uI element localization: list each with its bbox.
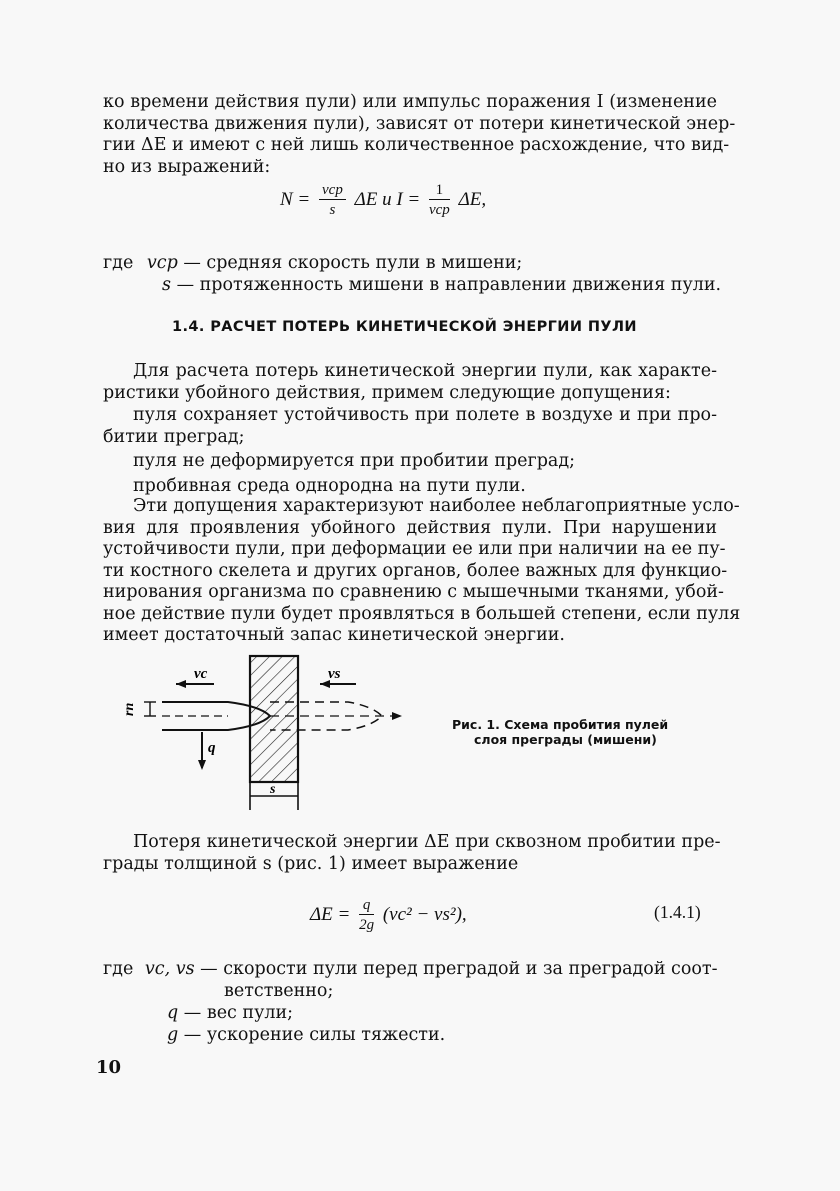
text-line: устойчивости пули, при деформации ее или при наличии на ее пу- [103, 539, 726, 559]
definition-text: — вес пули; [183, 1003, 294, 1023]
page-number: 10 [96, 1057, 122, 1078]
weight-arrowhead [198, 760, 206, 770]
assumption-item: пробивная среда однородна на пути пули. [133, 475, 526, 496]
target-layer [250, 656, 298, 782]
text-line: имеет достаточный запас кинетической энергии. [103, 625, 565, 645]
fraction-denominator: s [329, 202, 336, 218]
label-q: q [208, 740, 216, 756]
figure-bullet-penetration [110, 650, 410, 815]
text-line: но из выражений: [103, 156, 271, 177]
definition-text: — протяженность мишени в направлении движения пули. [176, 275, 722, 295]
definition-text: — ускорение силы тяжести. [183, 1025, 446, 1045]
text-line: грады толщиной s (рис. 1) имеет выражение [103, 853, 519, 874]
formula-rhs: (vc² − vs²), [382, 903, 467, 925]
text-line: количества движения пули), зависят от потери кинетической энер- [103, 113, 736, 134]
text-line: вия для проявления убойного действия пули. При нарушении [103, 517, 717, 538]
where-word: где [103, 959, 134, 979]
text-line: ти костного скелета и других органов, более важных для функцио- [103, 560, 728, 581]
formula-tail: ΔE, [458, 188, 487, 210]
label-radius: rп [122, 702, 137, 716]
assumption-item: битии преград; [103, 426, 245, 447]
symbol: s [162, 275, 171, 295]
symbol: q [167, 1003, 179, 1023]
paragraph-intro [103, 92, 736, 178]
velocity-arrowhead [176, 680, 186, 688]
symbol: vc, vs [144, 959, 195, 979]
label-vs: vs [328, 666, 341, 682]
label-vc: vc [194, 666, 208, 682]
label-s: s [270, 782, 276, 797]
paragraph-conditions [103, 496, 741, 647]
text-line: ное действие пули будет проявляться в большей степени, если пуля [103, 603, 741, 624]
equation-number: (1.4.1) [654, 902, 701, 922]
fraction-denominator: 2g [359, 917, 375, 933]
formula-middle: ΔE и I = [354, 188, 421, 210]
assumption-list [103, 405, 717, 497]
fraction-numerator: 1 [429, 181, 450, 200]
fraction-numerator: vср [319, 181, 346, 200]
fraction-q-over-2g [359, 896, 374, 935]
fraction-numerator: q [359, 896, 374, 915]
fraction-v-over-s [319, 181, 346, 220]
paragraph-energy-loss [103, 832, 721, 875]
text-line: нирования организма по сравнению с мышечными тканями, убой- [103, 582, 724, 602]
text-line: Эти допущения характеризуют наиболее неблагоприятные усло- [133, 496, 740, 516]
figure-caption [452, 717, 668, 747]
text-line: Потеря кинетической энергии ΔE при сквозном пробитии пре- [133, 832, 721, 852]
text-line: ристики убойного действия, примем следующие допущения: [103, 382, 671, 403]
assumption-item: пуля не деформируется при пробитии преград; [133, 451, 576, 471]
text-line: Для расчета потерь кинетической энергии пули, как характе- [133, 361, 717, 381]
symbol: vср [146, 253, 178, 273]
definitions-formula2 [103, 958, 723, 1046]
fraction-denominator: vср [428, 202, 450, 218]
formula-power-impulse [280, 181, 486, 220]
definition-text: — скорости пули перед преградой и за преградой соот- [200, 959, 718, 979]
formula-lhs: N = [280, 188, 311, 210]
assumption-item: пуля сохраняет устойчивость при полете в воздухе и при про- [133, 405, 717, 425]
text-line: гии ΔE и имеют с ней лишь количественное расхождение, что вид- [103, 135, 730, 155]
fraction-1-over-v [429, 181, 450, 220]
caption-line: слоя преграды (мишени) [474, 732, 657, 747]
symbol: g [167, 1025, 179, 1045]
formula-energy-loss [310, 896, 467, 935]
formula-lhs: ΔE = [310, 903, 351, 925]
definitions-formula1 [103, 252, 723, 296]
trajectory-arrowhead [392, 712, 402, 720]
where-word: где [103, 253, 134, 273]
definition-text: ветственно; [224, 981, 334, 1001]
paragraph-assumptions-intro [103, 361, 717, 404]
definition-text: — средняя скорость пули в мишени; [183, 253, 523, 273]
section-heading: 1.4. РАСЧЕТ ПОТЕРЬ КИНЕТИЧЕСКОЙ ЭНЕРГИИ ПУЛИ [172, 319, 637, 335]
text-line: ко времени действия пули) или импульс поражения I (изменение [103, 92, 717, 112]
caption-line: Рис. 1. Схема пробития пулей [452, 717, 669, 732]
